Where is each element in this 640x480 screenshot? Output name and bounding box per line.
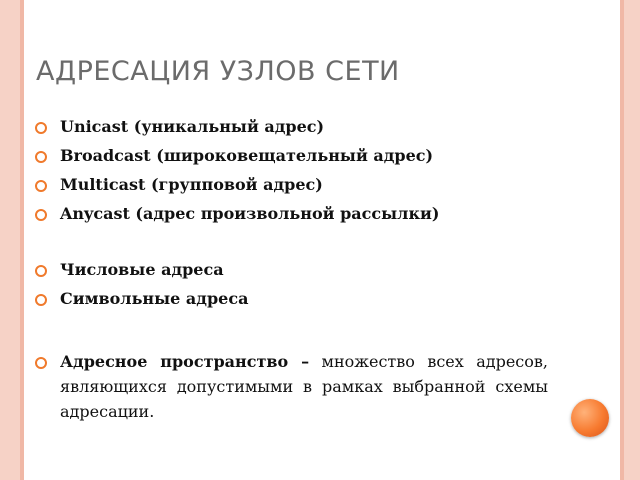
right-border-stripe (624, 0, 640, 480)
bullet-circle-icon (35, 357, 47, 369)
bullet-circle-icon (35, 122, 47, 134)
list-item (34, 145, 548, 174)
bullet-circle-icon (35, 151, 47, 163)
list-item (34, 203, 548, 232)
bullet-list (34, 116, 548, 424)
definition-term: Адресное пространство – (60, 352, 310, 371)
left-border-stripe-inner (20, 0, 24, 480)
list-item-text: Символьные адреса (60, 289, 249, 308)
list-item (34, 174, 548, 203)
bullet-circle-icon (35, 180, 47, 192)
left-border-stripe (0, 0, 20, 480)
definition-text: множество всех адресов, являющихся допустимыми в рамках выбранной схемы адресации. (60, 352, 548, 421)
list-item-text: Anycast (адрес произвольной рассылки) (60, 204, 440, 223)
bullet-circle-icon (35, 265, 47, 277)
bullet-circle-icon (35, 209, 47, 221)
decorative-orb-icon (571, 399, 609, 437)
list-item-text: Multicast (групповой адрес) (60, 175, 323, 194)
list-item-text: Числовые адреса (60, 260, 224, 279)
slide (28, 0, 620, 480)
bullet-circle-icon (35, 294, 47, 306)
list-item (34, 288, 548, 317)
list-item-text: Broadcast (широковещательный адрес) (60, 146, 434, 165)
definition-item (34, 349, 548, 424)
list-item (34, 259, 548, 288)
list-item-text: Unicast (уникальный адрес) (60, 117, 325, 136)
list-item (34, 116, 548, 145)
right-border-stripe-inner (620, 0, 624, 480)
slide-title: АДРЕСАЦИЯ УЗЛОВ СЕТИ (36, 56, 400, 87)
